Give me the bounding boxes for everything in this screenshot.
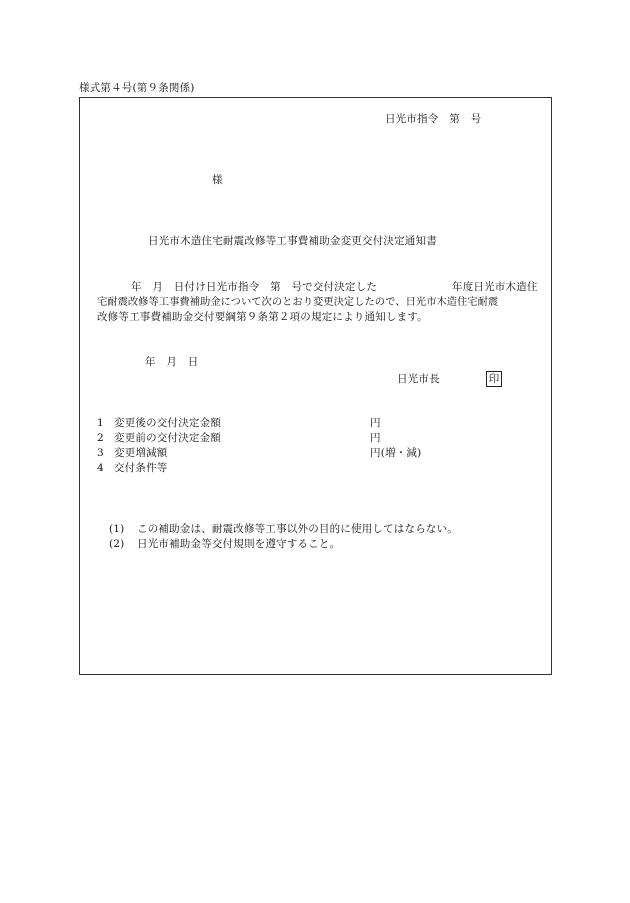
body-line-1b: 年度日光市木造住 — [452, 281, 538, 293]
item-1-unit: 円 — [370, 417, 381, 429]
issue-date: 年 月 日 — [145, 356, 199, 368]
addressee-suffix: 様 — [212, 174, 223, 186]
item-3-label: 変更増減額 — [114, 447, 168, 459]
condition-1-text: この補助金は、耐震改修等工事以外の目的に使用してはならない。 — [137, 523, 458, 535]
issuer: 日光市長 — [397, 373, 440, 385]
condition-1-number: (1) — [109, 523, 125, 535]
form-label: 様式第４号(第９条関係) — [79, 82, 195, 94]
item-2-number: 2 — [97, 432, 104, 444]
condition-2-text: 日光市補助金等交付規則を遵守すること。 — [137, 538, 341, 550]
form-frame — [79, 97, 552, 675]
body-line-2: 宅耐震改修等工事費補助金について次のとおり変更決定したので、日光市木造住宅耐震 — [97, 296, 499, 308]
document-title: 日光市木造住宅耐震改修等工事費補助金変更交付決定通知書 — [148, 235, 437, 247]
item-4-number: 4 — [97, 462, 104, 474]
item-1-number: 1 — [97, 417, 104, 429]
body-line-1a: 年 月 日付け日光市指令 第 号で交付決定した — [131, 281, 378, 293]
item-1-label: 変更後の交付決定金額 — [114, 417, 221, 429]
item-3-number: 3 — [97, 447, 104, 459]
item-4-label: 交付条件等 — [114, 462, 168, 474]
seal-mark: 印 — [486, 371, 502, 387]
document-number: 日光市指令 第 号 — [385, 113, 482, 125]
item-2-label: 変更前の交付決定金額 — [114, 432, 221, 444]
item-2-unit: 円 — [370, 432, 381, 444]
body-line-3: 改修等工事費補助金交付要綱第９条第２項の規定により通知します。 — [97, 311, 428, 323]
condition-2-number: (2) — [109, 538, 125, 550]
item-3-unit: 円(増・減) — [370, 447, 422, 459]
